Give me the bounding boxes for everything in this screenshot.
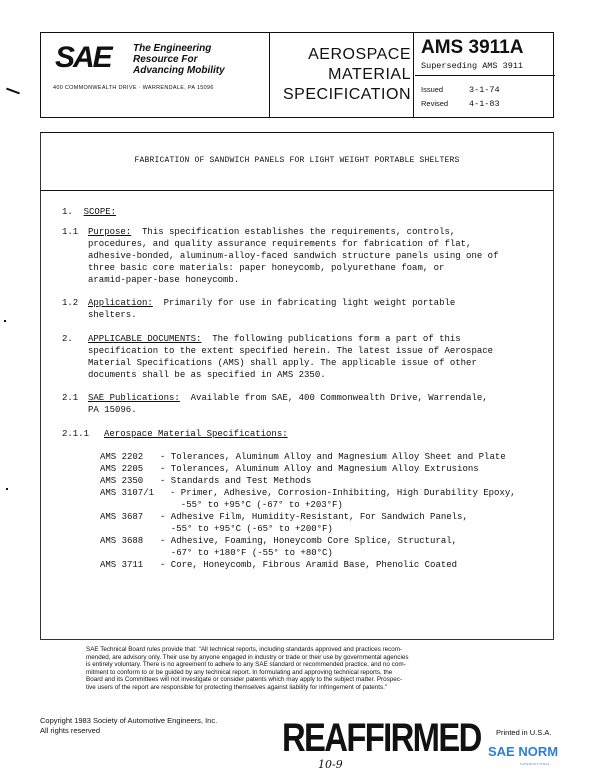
reaffirmed-stamp: REAFFIRMED bbox=[282, 716, 481, 760]
document-title: FABRICATION OF SANDWICH PANELS FOR LIGHT WEIGHT PORTABLE SHELTERS bbox=[134, 156, 460, 165]
document-type: AEROSPACE MATERIAL SPECIFICATION bbox=[283, 46, 411, 103]
document-header bbox=[40, 32, 554, 118]
spec-entry-cont: -55° to +95°C (-65° to +200°F) bbox=[160, 524, 333, 534]
sae-address: 400 COMMONWEALTH DRIVE · WARRENDALE, PA 15096 bbox=[53, 85, 214, 91]
spec-entry: AMS 3107/1 - Primer, Adhesive, Corrosion-Inhibiting, High Durability Epoxy, bbox=[100, 488, 516, 498]
spec-entry: AMS 3711 - Core, Honeycomb, Fibrous Aramid Base, Phenolic Coated bbox=[100, 560, 458, 570]
section-1-2: 1.2 Application: Primarily for use in fabricating light weight portable bbox=[62, 298, 456, 308]
section-2-line: documents shall be as specified in AMS 2350. bbox=[88, 370, 326, 380]
sae-norm-watermark: SAE NORM bbox=[488, 744, 559, 759]
section-1-1-line: procedures, and quality assurance requirements for fabrication of flat, bbox=[88, 239, 472, 249]
watermark-subtitle: INTERNATIONAL bbox=[520, 762, 551, 766]
header-divider bbox=[413, 33, 414, 117]
section-2-line: Material Specifications (AMS) shall apply. The applicable issue of other bbox=[88, 358, 477, 368]
section-2-1-line: PA 15096. bbox=[88, 405, 137, 415]
section-1-heading: 1. SCOPE: bbox=[62, 207, 117, 217]
section-1-1: 1.1 Purpose: This specification establishes the requirements, controls, bbox=[62, 227, 456, 237]
spec-entry-cont: -67° to +180°F (-55° to +80°C) bbox=[160, 548, 333, 558]
issued-date: 3-1-74 bbox=[469, 85, 500, 95]
revised-date: 4-1-83 bbox=[469, 99, 500, 109]
technical-board-note: SAE Technical Board rules provide that: "All technical reports, including standards approved and practices recom- mended, are advisory only. Their use by anyone engaged in industry or trade or their use by governmental agencies is entirely voluntary. There is no agreement to adhere to any SAE standard or recommended practice, and no com- mitment to conform to or be guided by any technical report. In formulating and approving technical reports, the Board and its Committees will not investigate or consider patents which may apply to the subject matter. Prospec- tive users of the report are responsible for protecting themselves against liability for infringement of patents." bbox=[86, 646, 409, 691]
section-2: 2. APPLICABLE DOCUMENTS: The following publications form a part of this bbox=[62, 334, 461, 344]
printed-in: Printed in U.S.A. bbox=[496, 728, 552, 737]
spec-entry: AMS 2205 - Tolerances, Aluminum Alloy and Magnesium Alloy Extrusions bbox=[100, 464, 479, 474]
revised-label: Revised bbox=[421, 99, 449, 108]
section-1-1-line: three basic core materials: paper honeycomb, polyurethane foam, or bbox=[88, 263, 445, 273]
margin-mark bbox=[6, 88, 20, 95]
section-1-1-line: aramid-paper-base honeycomb. bbox=[88, 275, 240, 285]
header-rule bbox=[415, 75, 555, 76]
section-2-line: specification to the extent specified herein. The latest issue of Aerospace bbox=[88, 346, 494, 356]
document-number: AMS 3911A bbox=[421, 37, 524, 58]
handwritten-date: 10-9 bbox=[318, 758, 343, 771]
section-2-1-1: 2.1.1 Aerospace Material Specifications: bbox=[62, 429, 288, 439]
section-1-1-line: adhesive-bonded, aluminum-alloy-faced sandwich structure panels using one of bbox=[88, 251, 499, 261]
spec-entry: AMS 3687 - Adhesive Film, Humidity-Resistant, For Sandwich Panels, bbox=[100, 512, 468, 522]
spec-entry-cont: -55° to +95°C (-67° to +203°F) bbox=[170, 500, 343, 510]
spec-entry: AMS 2350 - Standards and Test Methods bbox=[100, 476, 312, 486]
copyright: Copyright 1983 Society of Automotive Engineers, Inc. All rights reserved bbox=[40, 716, 218, 735]
sae-logo: SAE bbox=[55, 41, 111, 74]
section-2-1: 2.1 SAE Publications: Available from SAE, 400 Commonwealth Drive, Warrendale, bbox=[62, 393, 488, 403]
section-1-2-line: shelters. bbox=[88, 310, 137, 320]
superseding-note: Superseding AMS 3911 bbox=[421, 61, 524, 71]
issued-label: Issued bbox=[421, 85, 444, 94]
margin-mark bbox=[4, 320, 6, 322]
margin-mark bbox=[6, 488, 8, 490]
spec-entry: AMS 2202 - Tolerances, Aluminum Alloy and Magnesium Alloy Sheet and Plate bbox=[100, 452, 506, 462]
sae-tagline: The Engineering Resource For Advancing Mobility bbox=[133, 43, 225, 76]
title-divider bbox=[40, 190, 554, 191]
spec-entry: AMS 3688 - Adhesive, Foaming, Honeycomb Core Splice, Structural, bbox=[100, 536, 458, 546]
